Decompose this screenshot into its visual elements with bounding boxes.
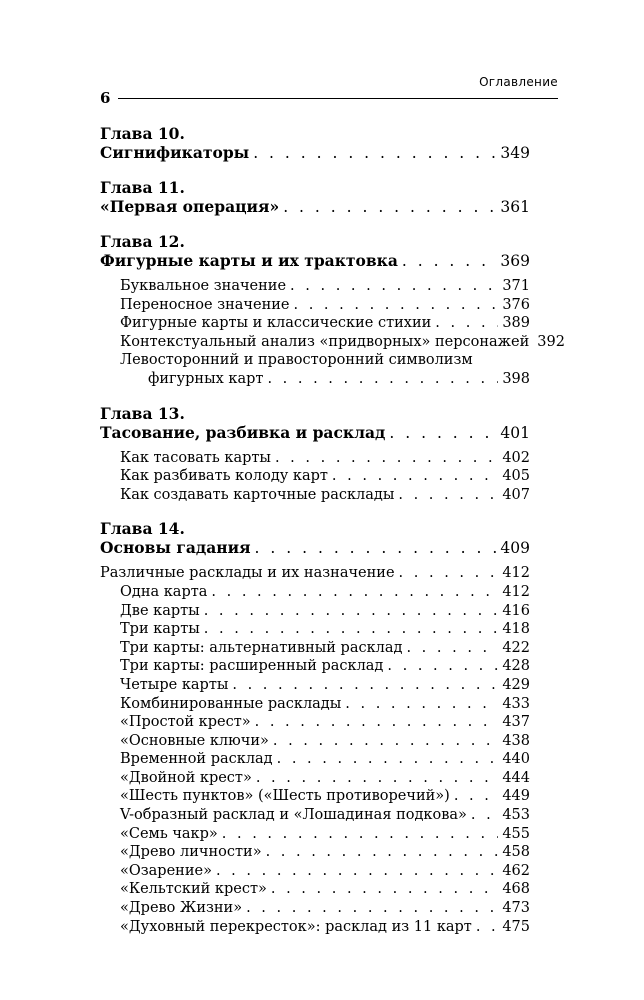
page-ref: 401 — [500, 423, 530, 442]
entry-label: «Первая операция» — [100, 197, 280, 216]
dot-leader — [222, 825, 499, 844]
page-ref: 437 — [502, 714, 530, 731]
page-ref: 444 — [502, 769, 530, 786]
dot-leader — [267, 370, 498, 389]
entry-label: Тасование, разбивка и расклад — [100, 422, 386, 442]
toc-entry[interactable] — [100, 825, 530, 844]
dot-leader — [204, 620, 499, 639]
dot-leader — [211, 583, 498, 602]
page-ref: 392 — [537, 333, 565, 350]
page-ref: 428 — [502, 658, 530, 675]
dot-leader — [454, 787, 498, 806]
page-header — [100, 75, 558, 107]
dot-leader — [253, 143, 496, 163]
entry-label: Контекстуальный анализ «придворных» персонажей — [120, 333, 530, 350]
entry-label: Буквальное значение — [120, 278, 287, 294]
entry-label: «Древо личности» — [120, 844, 262, 861]
page-ref: 468 — [502, 881, 530, 898]
toc-entry[interactable] — [100, 583, 530, 602]
chapter-number: Глава 13. — [100, 403, 185, 423]
dot-leader — [266, 843, 499, 862]
page-ref: 409 — [500, 539, 530, 558]
chapter-number: Глава 11. — [100, 178, 185, 197]
page-ref: 349 — [500, 144, 530, 162]
dot-leader — [332, 467, 498, 486]
table-of-contents — [100, 124, 565, 951]
dot-leader — [398, 486, 498, 505]
entry-label: «Простой крест» — [120, 714, 251, 731]
entry-label: «Семь чакр» — [120, 825, 218, 842]
page-ref: 429 — [502, 676, 530, 693]
page-ref: 369 — [500, 252, 530, 270]
toc-entry[interactable] — [100, 787, 530, 806]
chapter-block — [100, 404, 530, 505]
page-ref: 407 — [502, 486, 530, 503]
page-ref: 458 — [502, 844, 530, 861]
page-ref: 473 — [502, 900, 530, 917]
page-ref: 418 — [502, 621, 530, 638]
dot-leader — [204, 602, 499, 621]
dot-leader — [256, 769, 498, 788]
entry-label: Две карты — [120, 602, 200, 619]
toc-entry[interactable] — [100, 657, 530, 676]
toc-entry-line1[interactable] — [100, 351, 530, 370]
chapter-number: Глава 10. — [100, 124, 185, 143]
dot-leader — [216, 862, 498, 881]
entry-label: Три карты: альтернативный расклад — [120, 639, 403, 656]
toc-entry[interactable] — [100, 602, 530, 621]
entry-label: Фигурные карты и их трактовка — [100, 251, 398, 270]
entry-label: Основы гадания — [100, 538, 251, 558]
dot-leader — [471, 806, 498, 825]
dot-leader — [389, 423, 496, 443]
dot-leader — [283, 197, 496, 217]
chapter-block — [100, 519, 530, 936]
toc-entry[interactable] — [100, 333, 565, 352]
toc-entry[interactable] — [100, 277, 530, 296]
chapter-number: Глава 12. — [100, 232, 185, 251]
page-ref: 433 — [502, 695, 530, 712]
page-ref: 389 — [502, 315, 530, 332]
toc-entry[interactable] — [100, 899, 530, 918]
dot-leader — [402, 251, 497, 271]
toc-entry[interactable] — [100, 467, 530, 486]
dot-leader — [290, 277, 498, 296]
page-number: 6 — [100, 90, 118, 106]
entry-label: Левосторонний и правосторонний символизм — [120, 352, 473, 369]
toc-entry[interactable] — [100, 713, 530, 732]
toc-entry[interactable] — [100, 750, 530, 769]
toc-entry-line2[interactable] — [100, 370, 530, 389]
chapter-block — [100, 124, 530, 163]
entry-label: Три карты — [120, 621, 200, 638]
dot-leader — [271, 880, 498, 899]
chapter-title-row[interactable] — [100, 423, 530, 443]
entry-label: фигурных карт — [148, 370, 264, 387]
entry-label: «Шесть пунктов» («Шесть противоречий») — [120, 788, 450, 805]
chapter-number: Глава 14. — [100, 519, 185, 539]
page-ref: 475 — [502, 918, 530, 935]
toc-entry[interactable] — [100, 620, 530, 639]
dot-leader — [387, 657, 498, 676]
toc-entry[interactable] — [100, 732, 530, 751]
dot-leader — [232, 676, 498, 695]
entry-label: «Духовный перекресток»: расклад из 11 карт — [120, 918, 472, 935]
entry-label: «Кельтский крест» — [120, 881, 267, 898]
entry-label: Как разбивать колоду карт — [120, 468, 328, 485]
entry-label: «Двойной крест» — [120, 769, 252, 786]
page-ref: 412 — [502, 565, 530, 582]
entry-label: Переносное значение — [120, 296, 290, 313]
entry-label: V-образный расклад и «Лошадиная подкова» — [120, 807, 467, 824]
entry-label: Как создавать карточные расклады — [120, 486, 395, 503]
dot-leader — [399, 564, 499, 583]
dot-leader — [255, 713, 499, 732]
dot-leader — [345, 695, 498, 714]
section-entry[interactable] — [100, 564, 530, 583]
chapter-block — [100, 232, 565, 389]
toc-entry[interactable] — [100, 676, 530, 695]
dot-leader — [476, 918, 498, 937]
page-ref: 398 — [502, 370, 530, 387]
entry-label: Различные расклады и их назначение — [100, 565, 395, 582]
page-ref: 455 — [502, 825, 530, 842]
entry-label: «Озарение» — [120, 862, 212, 879]
dot-leader — [406, 639, 498, 658]
page-ref: 361 — [500, 198, 530, 216]
page-ref: 438 — [502, 732, 530, 749]
toc-entry[interactable] — [100, 695, 530, 714]
entry-label: Одна карта — [120, 583, 208, 600]
page-ref: 402 — [502, 449, 530, 466]
page-ref: 416 — [502, 602, 530, 619]
entry-label: Фигурные карты и классические стихии — [120, 315, 432, 332]
dot-leader — [277, 750, 499, 769]
dot-leader — [435, 314, 498, 333]
entry-label: Сигнификаторы — [100, 143, 250, 162]
toc-entry[interactable] — [100, 639, 530, 658]
toc-entry[interactable] — [100, 449, 530, 468]
page-ref: 422 — [502, 639, 530, 656]
dot-leader — [273, 732, 498, 751]
header-rule — [100, 98, 558, 99]
chapter-title-row[interactable] — [100, 251, 530, 271]
entry-label: Временной расклад — [120, 751, 273, 768]
chapter-block — [100, 178, 530, 217]
page-ref: 371 — [502, 278, 530, 294]
chapter-title-row[interactable] — [100, 197, 530, 217]
entry-label: Комбинированные расклады — [120, 695, 342, 712]
chapter-title-row[interactable] — [100, 538, 530, 558]
page-ref: 462 — [502, 862, 530, 879]
page-ref: 412 — [502, 583, 530, 600]
toc-entry[interactable] — [100, 880, 530, 899]
chapter-title-row[interactable] — [100, 143, 530, 163]
entry-label: «Древо Жизни» — [120, 900, 243, 917]
toc-entry[interactable] — [100, 862, 530, 881]
toc-entry[interactable] — [100, 486, 530, 505]
toc-entry[interactable] — [100, 769, 530, 788]
toc-entry[interactable] — [100, 806, 530, 825]
dot-leader — [275, 449, 498, 468]
page-ref: 405 — [502, 468, 530, 485]
page-ref: 453 — [502, 807, 530, 824]
running-title: Оглавление — [479, 75, 558, 89]
entry-label: Как тасовать карты — [120, 449, 271, 466]
entry-label: Четыре карты — [120, 676, 229, 693]
toc-entry[interactable] — [100, 314, 530, 333]
page-ref: 440 — [502, 751, 530, 768]
page-ref: 376 — [502, 296, 530, 313]
entry-label: Три карты: расширенный расклад — [120, 658, 384, 675]
toc-entry[interactable] — [100, 843, 530, 862]
dot-leader — [255, 538, 497, 558]
toc-entry[interactable] — [100, 918, 530, 937]
dot-leader — [293, 296, 498, 315]
dot-leader — [246, 899, 498, 918]
toc-entry[interactable] — [100, 296, 530, 315]
entry-label: «Основные ключи» — [120, 732, 269, 749]
page-ref: 449 — [502, 788, 530, 805]
